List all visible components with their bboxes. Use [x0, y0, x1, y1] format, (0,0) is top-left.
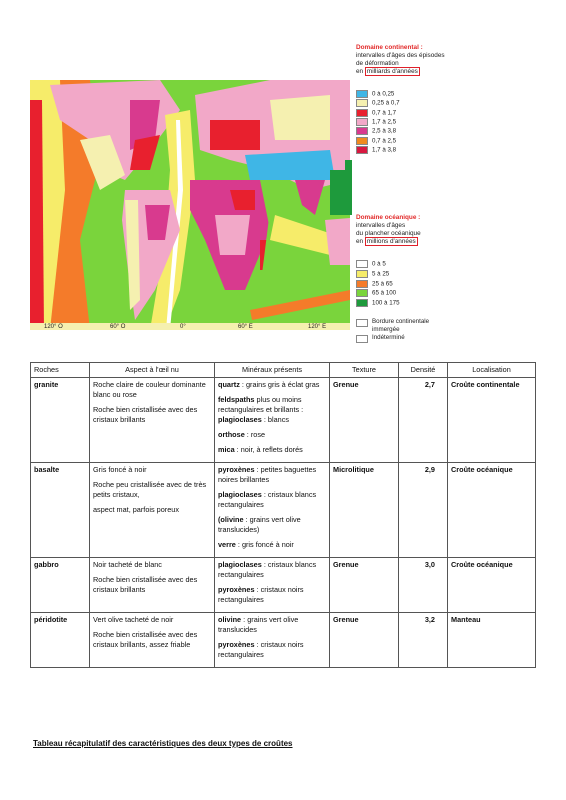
aspect-cell [90, 558, 215, 613]
lon-label: 60° E [238, 324, 253, 330]
legend-label: 0 à 0,25 [372, 90, 395, 98]
legend-swatch [356, 280, 368, 288]
texture-cell: Grenue [330, 378, 399, 463]
legend-label: Bordure continentale [372, 318, 430, 325]
mineral-name: orthose [218, 430, 245, 439]
legend-label: 0,7 à 2,5 [372, 137, 397, 145]
minerals-cell [215, 463, 330, 558]
mineral-name: (olivine [218, 515, 244, 524]
legend-swatch [356, 335, 368, 343]
mineral-desc: : blancs [261, 415, 289, 424]
legend-item [356, 146, 396, 154]
mineral-desc: : cristaux blancs rectangulaires [218, 490, 317, 509]
mineral-desc: : grains vert olive translucides) [218, 515, 301, 534]
minerals-cell [215, 558, 330, 613]
legend-label: 25 à 65 [372, 280, 393, 288]
density-cell: 3,0 [399, 558, 448, 613]
table-row [31, 558, 536, 613]
antarctica-edge [30, 323, 350, 330]
location-cell: Croûte océanique [448, 463, 536, 558]
mineral-desc: : gris foncé à noir [235, 540, 294, 549]
aspect-text: Roche bien cristallisée avec des cristaux brillants [93, 405, 198, 424]
continental-title: Domaine continental : [356, 44, 423, 51]
legend-label: 0,7 à 1,7 [372, 109, 397, 117]
col-header: Localisation [448, 363, 536, 378]
legend-label: 5 à 25 [372, 270, 390, 278]
mineral-name: quartz [218, 380, 240, 389]
mineral-name: pyroxènes [218, 640, 255, 649]
table-caption: Tableau récapitulatif des caractéristiques des deux types de croûtes [33, 739, 293, 748]
legend-swatch [356, 270, 368, 278]
continental-legend-title [356, 44, 445, 76]
oceanic-unit-box: millions d'années [366, 238, 416, 245]
mineral-entry [218, 490, 326, 510]
legend-item [356, 260, 386, 268]
lon-label: 120° E [308, 324, 327, 330]
legend-label: 0 à 5 [372, 260, 386, 268]
legend-item [356, 99, 400, 107]
legend-swatch [356, 146, 368, 154]
legend-item [356, 299, 400, 307]
legend-label: 100 à 175 [372, 299, 400, 307]
pacific-ridge [30, 100, 44, 330]
table-header-row [31, 363, 536, 378]
mineral-desc: : rose [244, 430, 266, 439]
continental-sub3-prefix: en [356, 68, 365, 75]
oceanic-legend-title [356, 214, 421, 246]
mineral-entry [218, 560, 326, 580]
mineral-name: pyroxènes [218, 585, 255, 594]
legend-swatch [356, 289, 368, 297]
legend-item [356, 90, 394, 98]
map-top-margin [30, 40, 352, 80]
aspect-text: Roche bien cristallisée avec des cristaux brillants [93, 575, 198, 594]
col-header: Roches [31, 363, 90, 378]
mineral-entry [218, 640, 326, 660]
legend-label: 2,5 à 3,8 [372, 127, 397, 135]
legend-item [356, 109, 396, 117]
mineral-desc: : cristaux noirs rectangulaires [218, 585, 304, 604]
legend-swatch [356, 137, 368, 145]
world-age-map [30, 40, 540, 365]
mineral-desc: plus ou moins rectangulaires et brillants : [218, 395, 304, 414]
density-cell: 2,9 [399, 463, 448, 558]
mineral-desc: : noir, à reflets dorés [234, 445, 303, 454]
mineral-name: verre [218, 540, 236, 549]
continental-sub1: intervalles d'âges des épisodes [356, 52, 445, 59]
rock-table [30, 362, 536, 668]
density-cell: 3,2 [399, 613, 448, 668]
continental-sub2: de déformation [356, 60, 399, 67]
legend-swatch [356, 260, 368, 268]
mineral-name: mica [218, 445, 235, 454]
mineral-entry [218, 615, 326, 635]
legend-label: 0,25 à 0,7 [372, 99, 400, 107]
texture-cell: Grenue [330, 558, 399, 613]
mineral-desc: : cristaux blancs rectangulaires [218, 560, 317, 579]
col-header: Minéraux présents [215, 363, 330, 378]
mineral-name: pyroxènes [218, 465, 255, 474]
rock-name: péridotite [31, 613, 90, 668]
legend-swatch [356, 127, 368, 135]
oceanic-sub1: intervalles d'âges [356, 222, 406, 229]
legend-item [356, 334, 405, 343]
aspect-text: aspect mat, parfois poreux [93, 505, 179, 514]
table-row [31, 613, 536, 668]
legend-swatch [356, 90, 368, 98]
mineral-entry [218, 445, 326, 455]
col-header: Densité [399, 363, 448, 378]
legend-swatch [356, 299, 368, 307]
oceanic-title: Domaine océanique : [356, 214, 421, 221]
mineral-desc: : petites baguettes noires brillantes [218, 465, 317, 484]
rock-name: granite [31, 378, 90, 463]
location-cell: Croûte continentale [448, 378, 536, 463]
legend-item [356, 137, 396, 145]
legend-label-wrap [372, 318, 429, 334]
europe-orogen [210, 120, 260, 150]
oceanic-sub2: du plancher océanique [356, 230, 421, 237]
legend-item [356, 270, 389, 278]
aspect-cell [90, 463, 215, 558]
legend-backdrop [352, 40, 540, 365]
location-cell: Croûte océanique [448, 558, 536, 613]
legend-item [356, 118, 396, 126]
mineral-entry [218, 465, 326, 485]
minerals-cell [215, 613, 330, 668]
rock-name: gabbro [31, 558, 90, 613]
mineral-name: olivine [218, 615, 242, 624]
aspect-text: Roche bien cristallisée avec des cristaux brillants, assez friable [93, 630, 198, 649]
legend-label: 1,7 à 2,5 [372, 118, 397, 126]
location-cell: Manteau [448, 613, 536, 668]
legend-label: immergée [372, 326, 400, 333]
alpine-himalaya-belt [245, 150, 335, 180]
table-row [31, 378, 536, 463]
density-cell: 2,7 [399, 378, 448, 463]
legend-label-wrap [372, 334, 405, 342]
aspect-text: Vert olive tacheté de noir [93, 615, 174, 624]
lon-label: 120° O [44, 324, 63, 330]
aspect-text: Roche peu cristallisée avec de très petits cristaux, [93, 480, 207, 499]
legend-swatch [356, 118, 368, 126]
legend-item [356, 280, 393, 288]
legend-item [356, 127, 396, 135]
legend-item [356, 289, 396, 297]
legend-swatch [356, 319, 368, 327]
legend-label: 65 à 100 [372, 290, 397, 298]
continental-unit-box: milliards d'années [366, 68, 418, 75]
aspect-cell [90, 613, 215, 668]
rock-name: basalte [31, 463, 90, 558]
siberia [270, 95, 330, 140]
mineral-entry [218, 395, 326, 415]
mineral-desc: : cristaux noirs rectangulaires [218, 640, 304, 659]
legend-swatch [356, 99, 368, 107]
aspect-cell [90, 378, 215, 463]
col-header: Texture [330, 363, 399, 378]
mineral-entry [218, 540, 326, 550]
legend-label: Indéterminé [372, 334, 405, 341]
aspect-text: Noir tacheté de blanc [93, 560, 162, 569]
mineral-desc: : grains vert olive translucides [218, 615, 299, 634]
col-header: Aspect à l'œil nu [90, 363, 215, 378]
legend-label: 1,7 à 3,8 [372, 146, 397, 154]
lon-label: 60° O [110, 324, 126, 330]
table-body [31, 378, 536, 668]
legend-item [356, 318, 429, 334]
mineral-desc: : grains gris à éclat gras [239, 380, 320, 389]
mineral-name: plagioclases [218, 490, 262, 499]
texture-cell: Microlitique [330, 463, 399, 558]
mineral-entry [218, 415, 326, 425]
minerals-cell [215, 378, 330, 463]
mineral-name: plagioclases [218, 560, 262, 569]
lon-label: 0° [180, 324, 186, 330]
mineral-name: plagioclases [218, 415, 262, 424]
mineral-entry [218, 585, 326, 605]
africa-center [215, 215, 250, 255]
texture-cell: Grenue [330, 613, 399, 668]
oceanic-sub3-prefix: en [356, 238, 365, 245]
map-svg [30, 40, 540, 365]
table-row [31, 463, 536, 558]
legend-swatch [356, 109, 368, 117]
aspect-text: Gris foncé à noir [93, 465, 147, 474]
mineral-entry [218, 380, 326, 390]
mineral-name: feldspaths [218, 395, 255, 404]
mineral-entry [218, 430, 326, 440]
mineral-entry [218, 515, 326, 535]
aspect-text: Roche claire de couleur dominante blanc ou rose [93, 380, 206, 399]
